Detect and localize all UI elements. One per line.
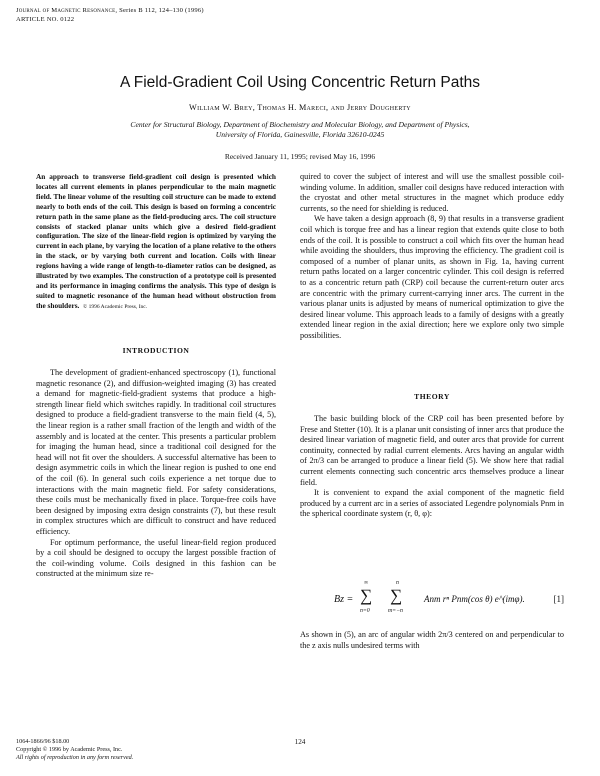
abstract-copyright: © 1996 Academic Press, Inc.: [83, 303, 148, 310]
intro-paragraph-1: The development of gradient-enhanced spectroscopy (1), functional magnetic resonance (2), and diffusion-weighted imaging (3) has created a demand for magnetic-field-gradient systems that produce a high-strength linear field which switches rapidly. In traditional coil structures designed to produce a field-gradient transverse to the main field (4, 5), the linear region is a rather small fraction of the length and width of the assembly and is located at the center. This presents a particular problem for imaging the human head, since a traditional coil designed for the head will not fit over the shoulders. A successful alternative has been to design asymmetric coils in which the linear region is pushed to one end of the coil (6). In general such coils experience a net torque due to interactions with the main magnetic field. For safety considerations, these coils must be mechanically fixed in place. Torque-free coils have been designed by imposing extra design constraints (7), but these result in complex structures which are difficult to construct and have reduced efficiency.: [36, 368, 276, 536]
sum1-upper: ∞: [364, 580, 369, 586]
equation-lhs: Bz =: [334, 594, 354, 605]
theory-paragraph-3: As shown in (5), an arc of angular width 2π/3 centered on and perpendicular to the z axis nulls undesired terms with: [300, 630, 564, 650]
page-number: 124: [294, 738, 306, 746]
journal-header: [16, 6, 204, 24]
abstract: [36, 172, 276, 313]
article-number: ARTICLE NO. 0122: [16, 16, 75, 23]
introduction-heading: INTRODUCTION: [122, 346, 190, 355]
equation-1: [300, 580, 564, 620]
sum1-sigma-icon: ∑: [360, 586, 373, 605]
paper-title: A Field-Gradient Coil Using Concentric Return Paths: [119, 74, 481, 91]
theory-paragraph-2: It is convenient to expand the axial component of the magnetic field produced by a current arc in a series of associated Legendre polynomials Pnm in the spherical coordinate system (r, θ, φ):: [300, 488, 564, 519]
footer-copyright: Copyright © 1996 by Academic Press, Inc.: [16, 746, 123, 754]
affiliation-line-1: Center for Structural Biology, Department of Biochemistry and Molecular Biology, and Department of Physics,: [130, 120, 470, 129]
right-paragraph-2: We have taken a design approach (8, 9) that results in a transverse gradient coil which is torque free and has a linear region that extends quite close to both ends of the coil. It is possible to construct a coil which fits over the human head while avoiding the shoulders, thus improving the efficiency. The gradient coil is composed of a number of planar units, as shown in Fig. 1a, having current return paths located on a larger concentric cylinder. This coil design is referred to as a concentric return path (CRP) coil because the current-return outer arcs are concentric with the primary current-carrying inner arcs. The current in the various planar units is adjusted by means of numerical optimization to give the desired linear volume. This approach leads to a family of designs with a greatly extended linear region in the axial direction; here we explore only two simple possibilities.: [300, 214, 564, 340]
right-paragraph-1: quired to cover the subject of interest and will use the smallest possible coil-winding volume. In addition, smaller coil designs have reduced interaction with the cryostat and other metal structures in the magnet which produce eddy currents, so the need for shielding is reduced.: [300, 172, 564, 213]
journal-name: Journal of Magnetic Resonance,: [16, 7, 118, 14]
equation-number: [1]: [553, 594, 564, 604]
right-column-top: [300, 172, 564, 342]
theory-paragraph-1: The basic building block of the CRP coil has been presented before by Frese and Stetter (10). It is a planar unit consisting of inner arcs that produce the desired linear variation of magnetic field, and outer arcs that provide for current continuity, connected by radial current elements. Arcs having an angular width of 2π/3 can be arranged to produce a linear field (5). We show here that radial current elements connecting such concentric arcs themselves produce a linear field.: [300, 414, 564, 487]
journal-volume: Series B 112, 124–130 (1996): [119, 7, 204, 14]
sum2-lower: m=−n: [388, 608, 403, 614]
footer-issn: 1064-1866/96 $18.00: [16, 738, 70, 745]
theory-body: [300, 414, 564, 520]
copyright-footer: [16, 738, 133, 763]
equation-body: Anm rⁿ Pnm(cos θ) e^(imφ).: [424, 594, 525, 604]
intro-paragraph-2: For optimum performance, the useful linear-field region produced by a coil should be designed to occupy the largest possible fraction of the coil-winding volume. Coils designed in this fashion can be constructed at the minimum size re-: [36, 537, 276, 579]
introduction-body: [36, 368, 276, 580]
sum1-lower: n=0: [360, 608, 370, 614]
sum2-upper: n: [396, 580, 399, 586]
received-dates: Received January 11, 1995; revised May 16, 1996: [224, 152, 376, 161]
theory-heading: THEORY: [414, 392, 450, 401]
abstract-text: An approach to transverse field-gradient coil design is presented which locates all current elements in planes perpendicular to the main magnetic field. The linear volume of the resulting coil structure can be made to extend nearly to both ends of the coil. This design is based on forming a concentric return path in the same plane as the field-producing arcs. The coil structure consists of stacked planar units which give a desired field-gradient configuration. The size of the linear-field region is optimized by varying the current in each plane, by varying the location of a plane relative to the others in the stack, or by varying both current and location. Coils with linear regions having a wide range of length-to-diameter ratios can be designed, as illustrated by two examples. The construction of a prototype coil is presented and its performance in imaging confirms the analysis. This type of design is suited to magnetic resonance of the human head without obstruction from the shoulders.: [36, 172, 276, 310]
footer-rights: All rights of reproduction in any form reserved.: [16, 754, 134, 762]
affiliation: [60, 120, 540, 140]
affiliation-line-2: University of Florida, Gainesville, Florida 32610-0245: [215, 130, 385, 139]
sum2-sigma-icon: ∑: [390, 586, 403, 605]
theory-continuation: [300, 630, 564, 651]
author-list: William W. Brey, Thomas H. Mareci, and Jerry Dougherty: [189, 103, 411, 112]
